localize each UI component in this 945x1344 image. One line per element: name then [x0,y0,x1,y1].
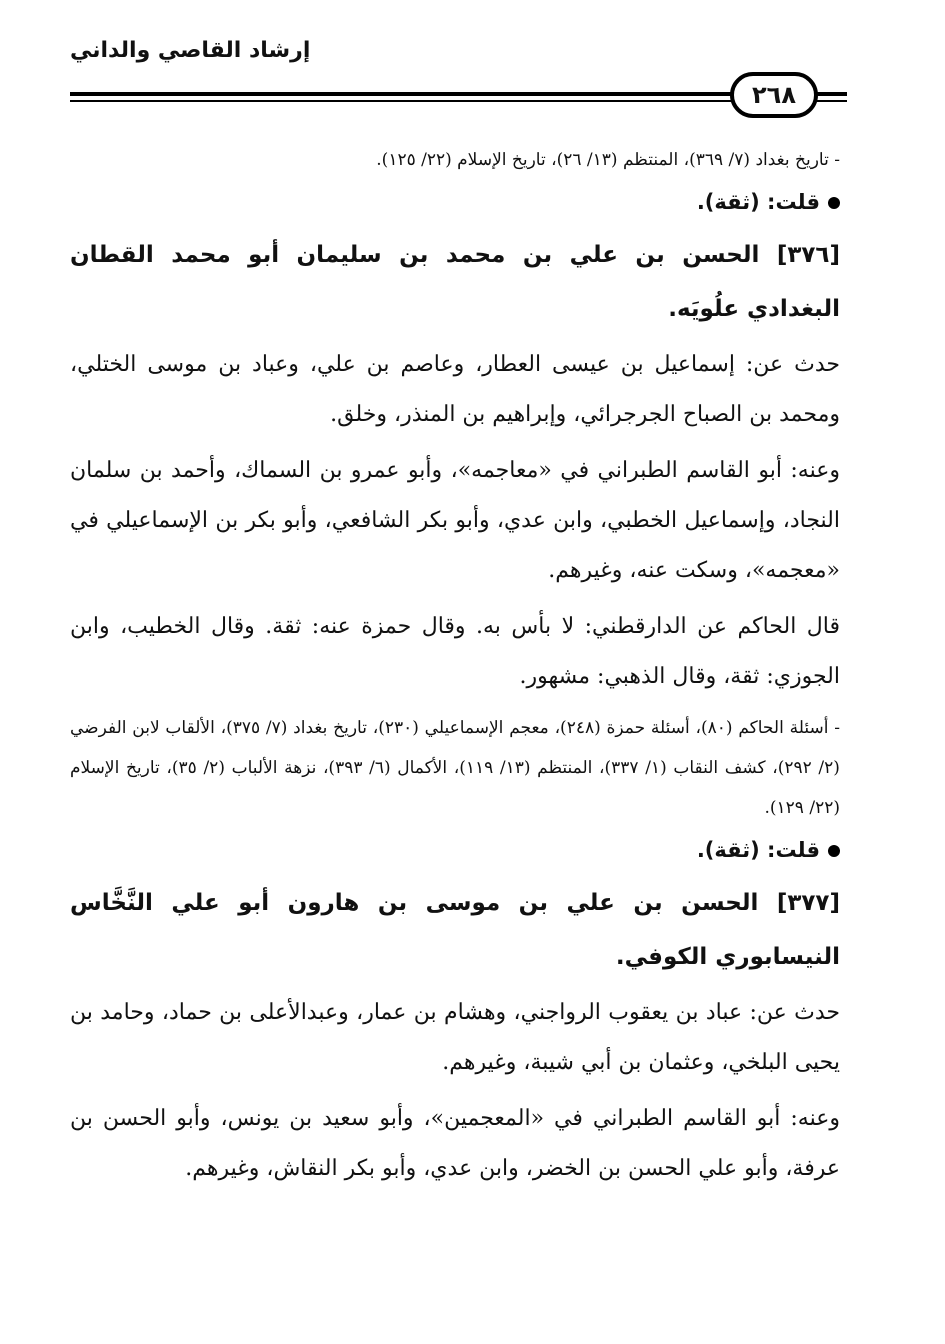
entry-376-grading: قال الحاكم عن الدارقطني: لا بأس به. وقال حمزة عنه: ثقة. وقال الخطيب، وابن الجوزي: ثقة، وقال الذهبي: مشهور. [70,614,840,689]
verdict-text: قلت: (ثقة). [696,838,820,862]
entry-377-narrators: وعنه: أبو القاسم الطبراني في «المعجمين»، وأبو سعيد بن يونس، وأبو الحسن بن عرفة، وأبو علي الحسن بن الخضر، وابن عدي، وأبو بكر النقاش، وغيرهم. [70,1106,840,1181]
entry-376-narrators: وعنه: أبو القاسم الطبراني في «معاجمه»، وأبو عمرو بن السماك، وأحمد بن سلمان النجاد، وإسماعيل الخطبي، وابن عدي، وأبو بكر الشافعي، وأبو بكر بن الإسماعيلي في «معجمه»، وسكت عنه، وغيرهم. [70,458,840,583]
page-number: ٢٦٨ [730,72,818,118]
entry-heading-376: [٣٧٦] الحسن بن علي بن محمد بن سليمان أبو محمد القطان البغدادي علُويَه. [70,242,840,322]
verdict [70,182,840,222]
book-title: إرشاد القاصي والداني [70,38,311,63]
verdict-text: قلت: (ثقة). [696,190,820,214]
entry-376-narrated-from: حدث عن: إسماعيل بن عيسى العطار، وعاصم بن علي، وعباد بن موسى الختلي، ومحمد بن الصباح الجرجرائي، وإبراهيم بن المنذر، وخلق. [70,352,840,427]
entry-heading-377: [٣٧٧] الحسن بن علي بن موسى بن هارون أبو علي النَّخَّاس النيسابوري الكوفي. [70,890,840,970]
entry-377-narrated-from: حدث عن: عباد بن يعقوب الرواجني، وهشام بن عمار، وعبدالأعلى بن حماد، وحامد بن يحيى البلخي، وعثمان بن أبي شيبة، وغيرهم. [70,1000,840,1075]
header-rule-thick [70,92,760,96]
bullet-icon [828,845,840,857]
verdict [70,830,840,870]
footnote-top: - تاريخ بغداد (٧/ ٣٦٩)، المنتظم (١٣/ ٢٦)، تاريخ الإسلام (٢٢/ ١٢٥). [376,150,840,170]
entry-376-footnote: - أسئلة الحاكم (٨٠)، أسئلة حمزة (٢٤٨)، معجم الإسماعيلي (٢٣٠)، تاريخ بغداد (٧/ ٣٧٥)، الألقاب لابن الفرضي (٢/ ٢٩٢)، كشف النقاب (١/ ٣٣٧)، المنتظم (١٣/ ١١٩)، الأكمال (٦/ ٣٩٣)، نزهة الألباب (٢/ ٣٥)، تاريخ الإسلام (٢٢/ ١٢٩). [70,718,840,818]
page-header [70,28,850,108]
header-rule-right-thin [815,100,847,102]
bullet-icon [828,197,840,209]
page-content [70,140,840,1200]
header-rule-thin [70,100,760,102]
header-rule-right-thick [815,92,847,96]
